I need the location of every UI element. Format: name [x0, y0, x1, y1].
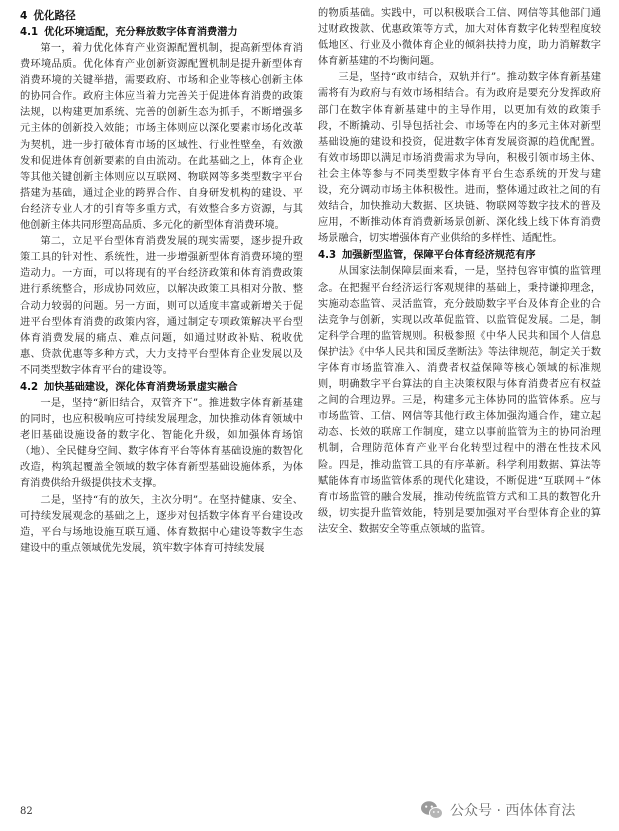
- paragraph: 第二，立足平台型体育消费发展的现实需要，逐步提升政策工具的针对性、系统性，进一步增强新型体育消费环境的塑造动力。一方面，可以将现有的平台经济政策和体育消费政策进行系统整合，形成协同效应，以解决政策工具相对分散、整合动力较弱的问题。另一方面，则可以适度丰富或新增关于促进平台型体育消费的政策内容，通过制定专项政策解决平台型体育消费发展的痛点、难点问题，如通过财政补贴、税收优惠、贷款优惠等多种方式，大力支持平台型体育企业发展以及不同类型数字体育平台的建设等。: [20, 236, 303, 376]
- right-column: [318, 6, 601, 538]
- subsection-heading-4-1: [20, 25, 303, 41]
- subsection-title: 优化环境适配，充分释放数字体育消费潜力: [44, 27, 238, 38]
- subsection-number: 4.3: [318, 250, 337, 262]
- subsection-title: 加快基础建设，深化体育消费场景虚实融合: [44, 381, 238, 393]
- section-number: 4: [20, 10, 28, 22]
- subsection-number: 4.2: [20, 381, 39, 393]
- paragraph: 第一，着力优化体育产业资源配置机制，提高新型体育消费环境品质。优化体育产业创新资源配置机制是提升新型体育消费环境的关键举措，需要政府、市场和企业等核心创新主体的协同合作。政府主体应当着力完善关于促进体育消费的政策法规，以构建更加系统、完善的创新生态为抓手，不断增强多元主体的创新投入效能；市场主体则应以深化要素市场化改革为契机，进一步打破体育市场的区域性、行业性壁垒，有效激发和促进体育创新要素的自由流动。在此基础之上，体育企业等其他关键创新主体则应以互联网、物联网等多类型数字平台搭建为基础，通过企业的跨界合作、自身研发机构的建设、平台经济专业人才的引育等多重方式，有效整合多方资源，与其他创新主体共同形塑高品质、多元化的新型体育消费环境。: [20, 43, 303, 232]
- page-number: 82: [20, 806, 33, 817]
- watermark-text: 公众号 · 西体体育法: [450, 803, 576, 819]
- paragraph-continued: 的物质基础。实践中，可以积极联合工信、网信等其他部门通过财政拨款、优惠政策等方式，加大对体育数字化转型程度较低地区、行业及小微体育企业的倾斜扶持力度，助力消解数字体育新基建的不均衡问题。: [318, 8, 601, 68]
- section-heading: [20, 8, 303, 24]
- subsection-heading-4-2: [20, 380, 303, 396]
- section-title: 优化路径: [33, 10, 76, 22]
- paragraph: 二是，坚持“有的放矢，主次分明”。在坚持健康、安全、可持续发展观念的基础之上，逐步对包括数字体育平台建设改造，平台与场地设施互联互通、体育数据中心建设等数字生态建设中的重点领域优先发展，筑牢数字体育可持续发展: [20, 494, 303, 554]
- wechat-icon: [420, 799, 444, 821]
- paragraph: 一是，坚持“新旧结合，双管齐下”。推进数字体育新基建的同时，也应积极响应可持续发展理念，加快推动体育领域中老旧基础设施设备的数字化、智能化升级，如加强体育场馆（地）、全民健身空间、数字体育平台等体育基础设施的数智化改造，构筑起覆盖全领域的数字体育新型基础设施体系，为体育消费供给升级提供技术支撑。: [20, 397, 303, 490]
- subsection-heading-4-3: [318, 248, 601, 264]
- watermark: [420, 797, 575, 823]
- subsection-title: 加强新型监管，保障平台体育经济规范有序: [342, 250, 536, 262]
- subsection-number: 4.1: [20, 27, 39, 38]
- paragraph: 从国家法制保障层面来看，一是，坚持包容审慎的监管理念。在把握平台经济运行客观规律的基础上，秉持谦抑理念，实施动态监管、灵活监管，充分鼓励数字平台及体育企业的合法竞争与创新，实现以改革促监管、以监管促发展。二是，制定科学合理的监管规则。积极参照《中华人民共和国个人信息保护法》《中华人民共和国反垄断法》等法律规范，制定关于数字体育市场监管准入、消费者权益保障等核心领域的标准规则，明确数字平台算法的自主决策权限与体育消费者应有权益之间的合理边界。三是，构建多元主体协同的监管体系。应与市场监管、工信、网信等其他行政主体加强沟通合作，建立起动态、长效的联席工作制度，建立以事前监管为主的协同治理机制，合理防范体育产业平台化转型过程中的潜在性技术风险。四是，推动监管工具的有序革新。科学利用数据、算法等赋能体育市场监管体系的现代化建设，不断促进“互联网＋”体育市场监管的融合发展，推动传统监管方式和工具的数智化升级，切实提升监管效能，特别是要加强对平台型体育企业的算法安全、数据安全等重点领域的监管。: [318, 266, 601, 535]
- paragraph: 三是，坚持“政市结合，双轨并行”。推动数字体育新基建需将有为政府与有效市场相结合。有为政府是要充分发挥政府部门在数字体育新基建中的主导作用，以更加有效的政策手段，不断撬动、引导包括社会、市场等在内的多元主体对新型基础设施的建设和投资，促进数字体育发展资源的趋优配置。有效市场即以满足市场消费需求为导向，积极引领市场主体、社会主体等参与不同类型数字体育平台生态系统的开发与建设，充分调动市场主体积极性。进而，整体通过政社之间的有效结合，加快推动大数据、区块链、物联网等数字技术的普及应用，不断推动体育消费新场景创新、深化线上线下体育消费场景融合，切实增强体育产业供给的多样性、适配性。: [318, 72, 601, 245]
- left-column: [20, 6, 303, 557]
